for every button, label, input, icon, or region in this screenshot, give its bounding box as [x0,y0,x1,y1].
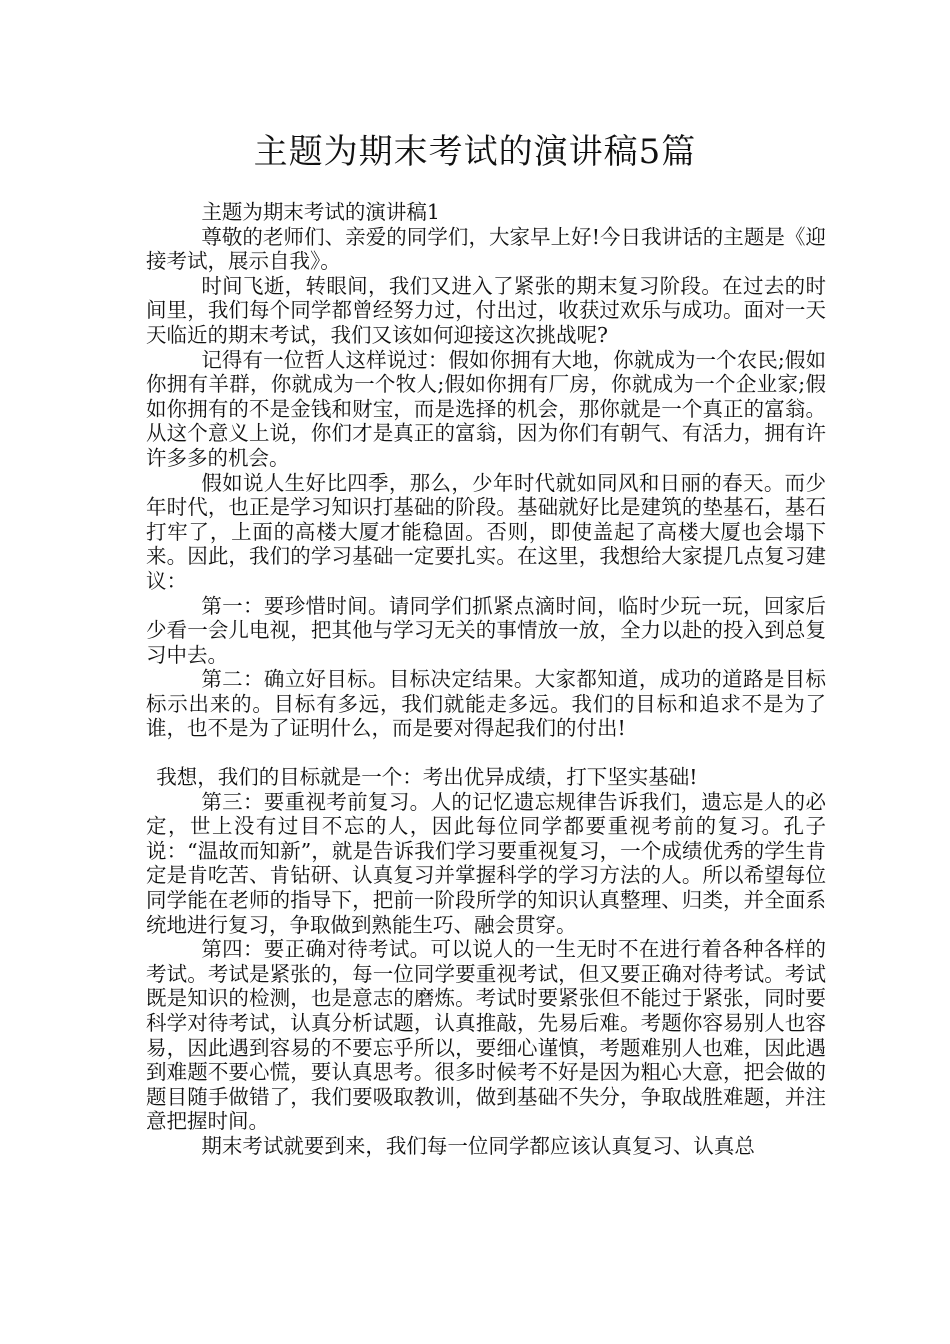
document-body [146,200,826,1159]
paragraph: 第三：要重视考前复习。人的记忆遗忘规律告诉我们，遗忘是人的必定，世上没有过目不忘的人，因此每位同学都要重视考前的复习。孔子说：“温故而知新”，就是告诉我们学习要重视复习，一个成绩优秀的学生肯定是肯吃苦、肯钻研、认真复习并掌握科学的学习方法的人。所以希望每位同学能在老师的指导下，把前一阶段所学的知识认真整理、归类，并全面系统地进行复习，争取做到熟能生巧、融会贯穿。 [146,789,826,937]
document-title: 主题为期末考试的演讲稿5篇 [253,132,697,172]
section-heading: 主题为期末考试的演讲稿1 [201,200,440,224]
paragraph: 记得有一位哲人这样说过：假如你拥有大地，你就成为一个农民;假如你拥有羊群，你就成为一个牧人;假如你拥有厂房，你就成为一个企业家;假如你拥有的不是金钱和财宝，而是选择的机会，那你就是一个真正的富翁。从这个意义上说，你们才是真正的富翁，因为你们有朝气、有活力，拥有许许多多的机会。 [146,347,826,470]
paragraph: 第四：要正确对待考试。可以说人的一生无时不在进行着各种各样的考试。考试是紧张的，每一位同学要重视考试，但又要正确对待考试。考试既是知识的检测，也是意志的磨炼。考试时要紧张但不能过于紧张，同时要科学对待考试，认真分析试题，认真推敲，先易后难。考题你容易别人也容易，因此遇到容易的不要忘乎所以，要细心谨慎，考题难别人也难，因此遇到难题不要心慌，要认真思考。很多时候考不好是因为粗心大意，把会做的题目随手做错了，我们要吸取教训，做到基础不失分，争取战胜难题，并注意把握时间。 [146,937,826,1134]
paragraph: 期末考试就要到来，我们每一位同学都应该认真复习、认真总 [201,1133,755,1158]
paragraph: 假如说人生好比四季，那么，少年时代就如同风和日丽的春天。而少年时代，也正是学习知识打基础的阶段。基础就好比是建筑的垫基石，基石打牢了，上面的高楼大厦才能稳固。否则，即使盖起了高楼大厦也会塌下来。因此，我们的学习基础一定要扎实。在这里，我想给大家提几点复习建议： [146,470,826,593]
paragraph: 我想，我们的目标就是一个：考出优异成绩，打下坚实基础! [156,765,698,790]
paragraph: 时间飞逝，转眼间，我们又进入了紧张的期末复习阶段。在过去的时间里，我们每个同学都曾经努力过，付出过，收获过欢乐与成功。面对一天天临近的期末考试，我们又该如何迎接这次挑战呢? [146,273,826,347]
paragraph: 第二：确立好目标。目标决定结果。大家都知道，成功的道路是目标标示出来的。目标有多远，我们就能走多远。我们的目标和追求不是为了谁，也不是为了证明什么，而是要对得起我们的付出! [146,667,826,741]
paragraph: 尊敬的老师们、亲爱的同学们，大家早上好!今日我讲话的主题是《迎接考试，展示自我》。 [146,224,826,274]
paragraph: 第一：要珍惜时间。请同学们抓紧点滴时间，临时少玩一玩，回家后少看一会儿电视，把其他与学习无关的事情放一放，全力以赴的投入到总复习中去。 [146,593,826,667]
